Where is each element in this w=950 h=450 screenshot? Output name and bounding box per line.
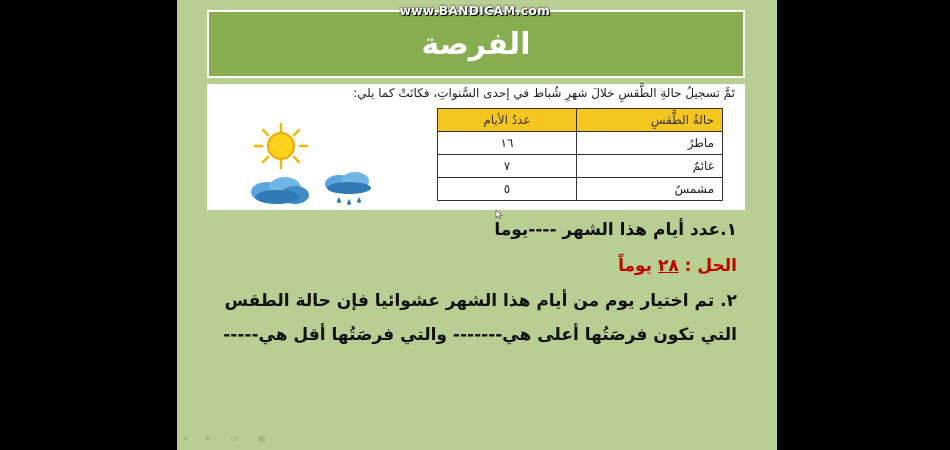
cursor-icon: [495, 209, 503, 219]
cell-days: ١٦: [438, 132, 577, 155]
solution-label: الحل :: [684, 256, 737, 276]
slide: [177, 0, 777, 450]
bandicam-watermark: www.BANDICAM.com: [399, 4, 551, 18]
solution-unit: يوماً: [618, 256, 653, 276]
question-1: ١.عدد أيام هذا الشهر ----يوما: [494, 220, 737, 240]
table-row: [438, 178, 723, 201]
cell-state: غائمٌ: [577, 155, 723, 178]
solution-line: [618, 256, 737, 276]
slide-title: الفرصة: [421, 26, 531, 62]
table-row: [438, 155, 723, 178]
table-row: [438, 132, 723, 155]
header-days: عددُ الأيام: [438, 109, 577, 132]
title-box: [207, 10, 745, 78]
table-header-row: [438, 109, 723, 132]
question-2-line-1: ٢. تم اختيار يوم من أيام هذا الشهر عشوائيا فإن حالة الطقس: [224, 291, 737, 311]
cell-days: ٧: [438, 155, 577, 178]
question-2-line-2: التي تكون فرصَتُها أعلى هي------- والتي فرصَتُها أقل هي-----: [223, 325, 737, 345]
cell-state: مشمسٌ: [577, 178, 723, 201]
weather-panel: [207, 84, 745, 210]
cell-days: ٥: [438, 178, 577, 201]
rain-cloud-icon: [321, 172, 379, 208]
header-state: حالةُ الطَّقسِ: [577, 109, 723, 132]
sun-icon: [249, 122, 313, 170]
slideshow-controls[interactable]: ◂ ▸ ▭ ▣: [183, 434, 274, 444]
cloud-icon: [247, 176, 313, 206]
solution-value: ٢٨: [657, 256, 679, 276]
intro-text: تَمَّ تسجيلُ حالةِ الطَّقسِ خلالَ شهرِ شُباط في إحدى السَّنواتِ، فكانَتْ كما يلي:: [353, 86, 735, 100]
weather-table: [437, 108, 723, 201]
cell-state: ماطرٌ: [577, 132, 723, 155]
